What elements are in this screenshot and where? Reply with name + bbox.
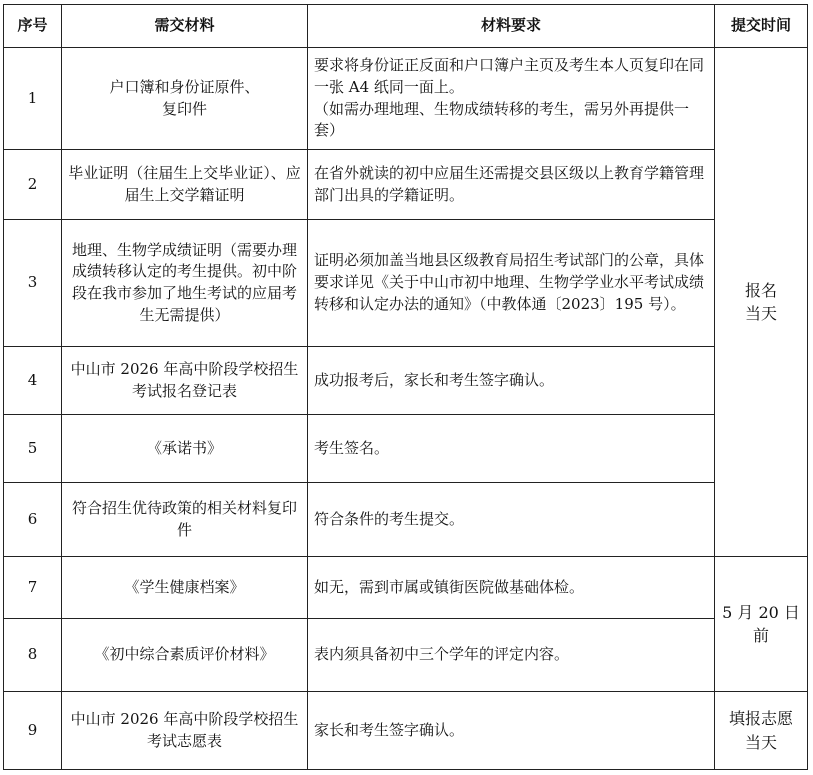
row-material: 中山市 2026 年高中阶段学校招生考试报名登记表 — [62, 347, 308, 415]
row-no: 8 — [4, 619, 62, 692]
table-row — [4, 150, 808, 220]
table-row — [4, 692, 808, 770]
row-material: 《学生健康档案》 — [62, 557, 308, 619]
row-requirement: 考生签名。 — [308, 415, 715, 483]
row-requirement: 符合条件的考生提交。 — [308, 483, 715, 557]
row-no: 2 — [4, 150, 62, 220]
row-no: 9 — [4, 692, 62, 770]
header-no: 序号 — [4, 5, 62, 48]
row-material: 《承诺书》 — [62, 415, 308, 483]
row-requirement: 要求将身份证正反面和户口簿户主页及考生本人页复印在同一张 A4 纸同一面上。 （如需办理地理、生物成绩转移的考生，需另外再提供一套） — [308, 48, 715, 150]
table-row — [4, 48, 808, 150]
row-requirement: 成功报考后，家长和考生签字确认。 — [308, 347, 715, 415]
row-material: 中山市 2026 年高中阶段学校招生考试志愿表 — [62, 692, 308, 770]
row-requirement: 如无，需到市属或镇街医院做基础体检。 — [308, 557, 715, 619]
table-row — [4, 483, 808, 557]
materials-table — [3, 4, 808, 770]
row-requirement: 在省外就读的初中应届生还需提交县区级以上教育学籍管理部门出具的学籍证明。 — [308, 150, 715, 220]
row-requirement: 表内须具备初中三个学年的评定内容。 — [308, 619, 715, 692]
table-row — [4, 347, 808, 415]
header-time: 提交时间 — [715, 5, 808, 48]
time-cell-may-20: 5 月 20 日 前 — [715, 557, 808, 692]
row-no: 6 — [4, 483, 62, 557]
row-no: 1 — [4, 48, 62, 150]
row-material: 地理、生物学成绩证明（需要办理成绩转移认定的考生提供。初中阶段在我市参加了地生考试的应届考生无需提供） — [62, 220, 308, 347]
row-no: 5 — [4, 415, 62, 483]
row-material: 毕业证明（往届生上交毕业证）、应届生上交学籍证明 — [62, 150, 308, 220]
time-cell-signup-day: 报名 当天 — [715, 48, 808, 557]
header-requirement: 材料要求 — [308, 5, 715, 48]
row-material: 《初中综合素质评价材料》 — [62, 619, 308, 692]
header-row — [4, 5, 808, 48]
time-cell-volunteer-day: 填报志愿 当天 — [715, 692, 808, 770]
row-material: 符合招生优待政策的相关材料复印件 — [62, 483, 308, 557]
row-no: 4 — [4, 347, 62, 415]
row-requirement: 证明必须加盖当地县区级教育局招生考试部门的公章，具体要求详见《关于中山市初中地理、生物学学业水平考试成绩转移和认定办法的通知》（中教体通〔2023〕195 号）。 — [308, 220, 715, 347]
row-no: 7 — [4, 557, 62, 619]
table-row — [4, 220, 808, 347]
table-row — [4, 557, 808, 619]
table-row — [4, 415, 808, 483]
row-requirement: 家长和考生签字确认。 — [308, 692, 715, 770]
row-no: 3 — [4, 220, 62, 347]
row-material: 户口簿和身份证原件、 复印件 — [62, 48, 308, 150]
header-material: 需交材料 — [62, 5, 308, 48]
table-row — [4, 619, 808, 692]
